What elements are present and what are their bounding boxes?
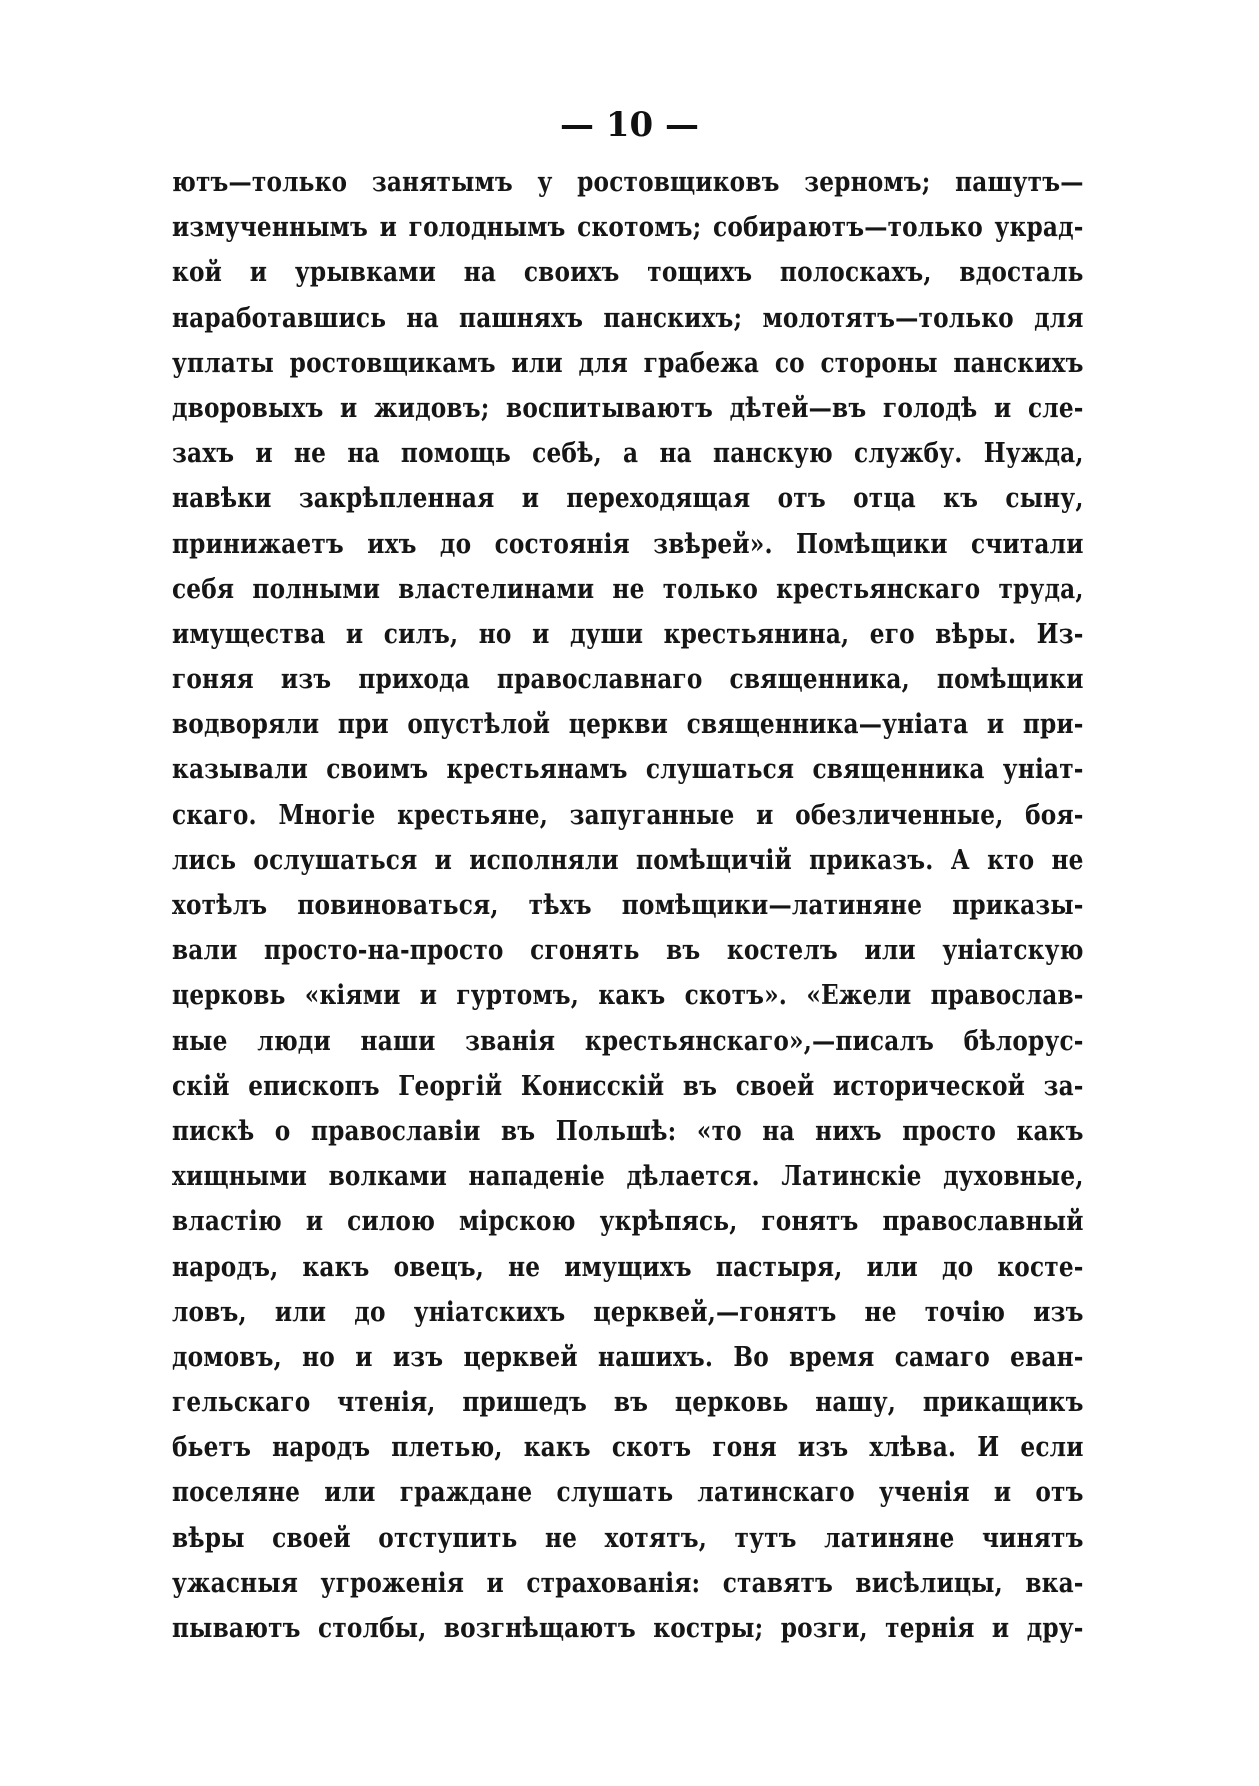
text-line: ные люди наши званія крестьянскаго»,—писалъ бѣлорус- xyxy=(172,1025,1084,1057)
text-line: хищными волками нападеніе дѣлается. Латинскіе духовные, xyxy=(172,1161,1084,1193)
text-line: кой и урывками на своихъ тощихъ полоскахъ, вдосталь xyxy=(172,257,1084,289)
text-line: вѣры своей отступить не хотятъ, тутъ латиняне чинятъ xyxy=(172,1522,1084,1554)
text-line: поселяне или граждане слушать латинскаго ученія и отъ xyxy=(172,1477,1084,1509)
text-line: пываютъ столбы, возгнѣщаютъ костры; розги, тернія и дру- xyxy=(172,1613,1084,1644)
text-line: уплаты ростовщикамъ или для грабежа со стороны панскихъ xyxy=(172,347,1084,379)
body-text xyxy=(172,160,1084,1651)
text-line: принижаетъ ихъ до состоянія звѣрей». Помѣщики считали xyxy=(172,528,1084,560)
text-line: домовъ, но и изъ церквей нашихъ. Во время самаго еван- xyxy=(172,1341,1084,1373)
text-line: церковь «кіями и гуртомъ, какъ скотъ». «Ежели православ- xyxy=(172,980,1084,1012)
text-line: лись ослушаться и исполняли помѣщичій приказъ. А кто не xyxy=(172,844,1084,876)
text-line: вали просто-на-просто сгонять въ костелъ или уніатскую xyxy=(172,935,1084,967)
text-line: скій епископъ Георгій Конисскій въ своей исторической за- xyxy=(172,1070,1084,1102)
text-line: навѣки закрѣпленная и переходящая отъ отца къ сыну, xyxy=(172,483,1084,515)
text-line: себя полными властелинами не только крестьянскаго труда, xyxy=(172,573,1084,605)
text-line: наработавшись на пашняхъ панскихъ; молотятъ—только для xyxy=(172,302,1084,334)
text-line: пискѣ о православіи въ Польшѣ: «то на нихъ просто какъ xyxy=(172,1115,1084,1147)
text-line: гельскаго чтенія, пришедъ въ церковь нашу, прикащикъ xyxy=(172,1387,1084,1419)
text-line: хотѣлъ повиноваться, тѣхъ помѣщики—латиняне приказы- xyxy=(172,890,1084,921)
text-line: бьетъ народъ плетью, какъ скотъ гоня изъ хлѣва. И если xyxy=(172,1432,1084,1464)
text-line: имущества и силъ, но и души крестьянина, его вѣры. Из- xyxy=(172,618,1084,650)
text-line: ютъ—только занятымъ у ростовщиковъ зерномъ; пашутъ— xyxy=(172,167,1084,198)
text-line: захъ и не на помощь себѣ, а на панскую службу. Нужда, xyxy=(172,438,1084,470)
text-line: гоняя изъ прихода православнаго священника, помѣщики xyxy=(172,664,1084,696)
text-line: скаго. Многіе крестьяне, запуганные и обезличенные, боя- xyxy=(172,799,1084,831)
text-line: дворовыхъ и жидовъ; воспитываютъ дѣтей—въ голодѣ и сле- xyxy=(172,392,1084,424)
page-number: — 10 — xyxy=(560,105,699,145)
text-line: водворяли при опустѣлой церкви священника—уніата и при- xyxy=(172,709,1084,741)
text-line: властію и силою мірскою укрѣпясь, гонятъ православный xyxy=(172,1206,1084,1238)
text-line: ужасныя угроженія и страхованія: ставятъ висѣлицы, вка- xyxy=(172,1567,1084,1599)
text-line: казывали своимъ крестьянамъ слушаться священника уніат- xyxy=(172,754,1084,786)
text-line: ловъ, или до уніатскихъ церквей,—гонятъ не точію изъ xyxy=(172,1296,1084,1328)
text-line: измученнымъ и голоднымъ скотомъ; собираютъ—только украд- xyxy=(172,212,1084,244)
text-line: народъ, какъ овецъ, не имущихъ пастыря, или до косте- xyxy=(172,1251,1084,1283)
